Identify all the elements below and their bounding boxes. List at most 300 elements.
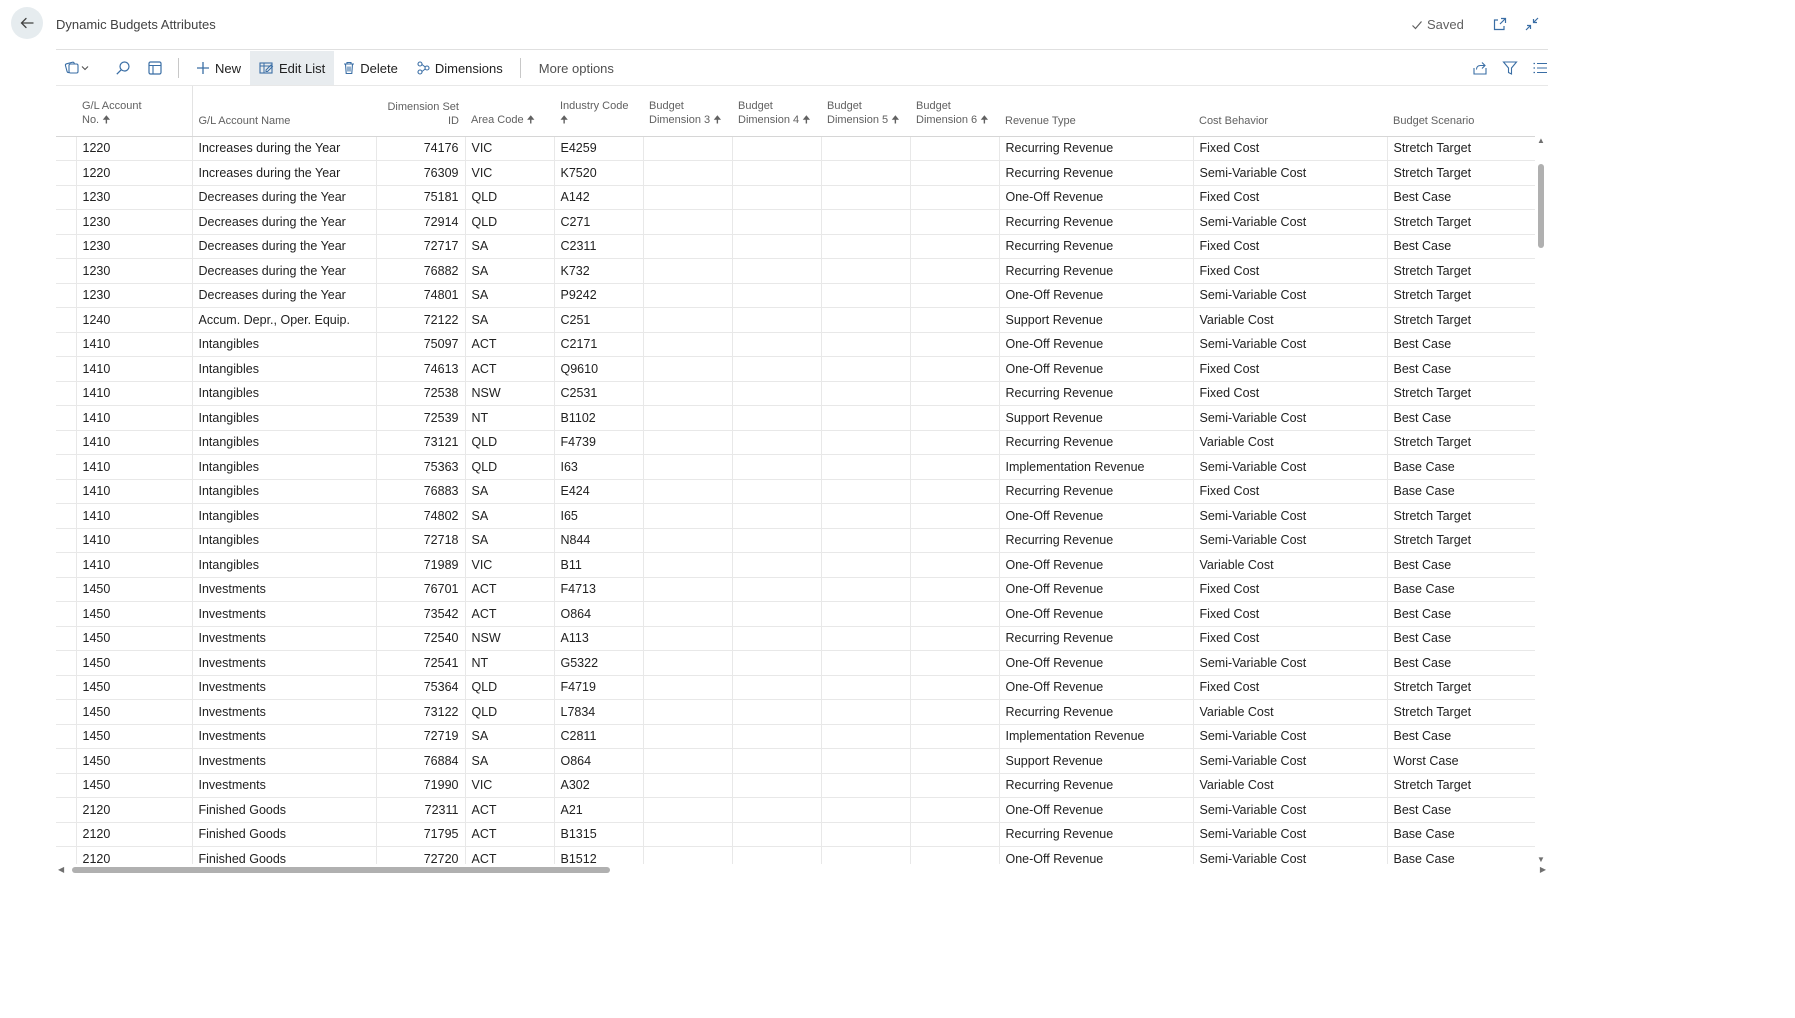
cell-industry-code[interactable]: I63: [554, 455, 643, 480]
cell-budget-dimension-6[interactable]: [910, 210, 999, 235]
cell-area-code[interactable]: SA: [465, 259, 554, 284]
column-header-budget-dimension-4[interactable]: Budget Dimension 4 🠉: [732, 86, 821, 136]
cell-budget-dimension-4[interactable]: [732, 308, 821, 333]
row-selector[interactable]: [56, 455, 76, 480]
cell-budget-dimension-6[interactable]: [910, 234, 999, 259]
cell-budget-dimension-5[interactable]: [821, 430, 910, 455]
cell-revenue-type[interactable]: One-Off Revenue: [999, 577, 1193, 602]
cell-account-name[interactable]: Intangibles: [192, 504, 376, 529]
column-header-cost-behavior[interactable]: Cost Behavior: [1193, 86, 1387, 136]
column-header-area-code[interactable]: Area Code 🠉: [465, 86, 554, 136]
cell-budget-dimension-3[interactable]: [643, 822, 732, 847]
cell-cost-behavior[interactable]: Variable Cost: [1193, 773, 1387, 798]
cell-industry-code[interactable]: K7520: [554, 161, 643, 186]
cell-account-name[interactable]: Decreases during the Year: [192, 283, 376, 308]
cell-area-code[interactable]: SA: [465, 724, 554, 749]
cell-budget-dimension-3[interactable]: [643, 675, 732, 700]
cell-account-no[interactable]: 2120: [76, 822, 192, 847]
filter-button[interactable]: [1502, 51, 1518, 85]
cell-account-name[interactable]: Intangibles: [192, 406, 376, 431]
cell-revenue-type[interactable]: Support Revenue: [999, 308, 1193, 333]
cell-cost-behavior[interactable]: Fixed Cost: [1193, 626, 1387, 651]
cell-budget-scenario[interactable]: Base Case: [1387, 847, 1535, 865]
cell-industry-code[interactable]: B1512: [554, 847, 643, 865]
cell-dim-set-id[interactable]: 71795: [376, 822, 465, 847]
cell-budget-dimension-5[interactable]: [821, 332, 910, 357]
cell-industry-code[interactable]: E4259: [554, 136, 643, 161]
table-row[interactable]: [56, 553, 1535, 578]
cell-cost-behavior[interactable]: Semi-Variable Cost: [1193, 651, 1387, 676]
row-selector[interactable]: [56, 136, 76, 161]
cell-budget-dimension-4[interactable]: [732, 626, 821, 651]
column-header-dim-set-id[interactable]: Dimension Set ID: [376, 86, 465, 136]
cell-budget-dimension-6[interactable]: [910, 283, 999, 308]
cell-cost-behavior[interactable]: Semi-Variable Cost: [1193, 798, 1387, 823]
cell-revenue-type[interactable]: One-Off Revenue: [999, 332, 1193, 357]
cell-account-name[interactable]: Investments: [192, 773, 376, 798]
cell-industry-code[interactable]: C251: [554, 308, 643, 333]
horizontal-scroll-thumb[interactable]: [72, 867, 610, 873]
table-row[interactable]: [56, 332, 1535, 357]
cell-account-name[interactable]: Intangibles: [192, 528, 376, 553]
row-selector[interactable]: [56, 504, 76, 529]
cell-account-no[interactable]: 1450: [76, 651, 192, 676]
cell-budget-dimension-4[interactable]: [732, 675, 821, 700]
cell-budget-dimension-4[interactable]: [732, 724, 821, 749]
cell-budget-scenario[interactable]: Best Case: [1387, 553, 1535, 578]
cell-budget-scenario[interactable]: Base Case: [1387, 479, 1535, 504]
cell-budget-dimension-4[interactable]: [732, 210, 821, 235]
cell-budget-scenario[interactable]: Stretch Target: [1387, 308, 1535, 333]
cell-industry-code[interactable]: L7834: [554, 700, 643, 725]
cell-account-no[interactable]: 1450: [76, 602, 192, 627]
row-selector[interactable]: [56, 381, 76, 406]
cell-area-code[interactable]: VIC: [465, 136, 554, 161]
table-row[interactable]: [56, 724, 1535, 749]
cell-budget-dimension-3[interactable]: [643, 210, 732, 235]
row-selector[interactable]: [56, 210, 76, 235]
cell-area-code[interactable]: SA: [465, 308, 554, 333]
table-row[interactable]: [56, 675, 1535, 700]
row-selector[interactable]: [56, 430, 76, 455]
table-row[interactable]: [56, 822, 1535, 847]
cell-budget-scenario[interactable]: Stretch Target: [1387, 136, 1535, 161]
cell-budget-dimension-5[interactable]: [821, 577, 910, 602]
cell-budget-dimension-4[interactable]: [732, 553, 821, 578]
cell-budget-dimension-6[interactable]: [910, 847, 999, 865]
cell-dim-set-id[interactable]: 73542: [376, 602, 465, 627]
cell-budget-scenario[interactable]: Base Case: [1387, 455, 1535, 480]
dimensions-button[interactable]: [407, 51, 512, 85]
cell-dim-set-id[interactable]: 74176: [376, 136, 465, 161]
cell-account-no[interactable]: 1410: [76, 479, 192, 504]
table-row[interactable]: [56, 651, 1535, 676]
cell-area-code[interactable]: NT: [465, 651, 554, 676]
cell-budget-dimension-5[interactable]: [821, 504, 910, 529]
scroll-down-icon[interactable]: ▼: [1537, 855, 1545, 864]
cell-budget-dimension-5[interactable]: [821, 259, 910, 284]
cell-cost-behavior[interactable]: Semi-Variable Cost: [1193, 406, 1387, 431]
cell-budget-dimension-4[interactable]: [732, 504, 821, 529]
cell-cost-behavior[interactable]: Fixed Cost: [1193, 577, 1387, 602]
cell-budget-scenario[interactable]: Stretch Target: [1387, 210, 1535, 235]
cell-budget-dimension-6[interactable]: [910, 161, 999, 186]
cell-budget-dimension-3[interactable]: [643, 406, 732, 431]
cell-dim-set-id[interactable]: 74613: [376, 357, 465, 382]
cell-area-code[interactable]: QLD: [465, 700, 554, 725]
table-row[interactable]: [56, 626, 1535, 651]
cell-budget-dimension-4[interactable]: [732, 430, 821, 455]
cell-account-name[interactable]: Investments: [192, 626, 376, 651]
cell-industry-code[interactable]: I65: [554, 504, 643, 529]
cell-account-no[interactable]: 1450: [76, 626, 192, 651]
cell-budget-scenario[interactable]: Best Case: [1387, 234, 1535, 259]
cell-account-name[interactable]: Intangibles: [192, 455, 376, 480]
scroll-left-icon[interactable]: ◀: [58, 865, 65, 874]
cell-area-code[interactable]: SA: [465, 479, 554, 504]
cell-account-name[interactable]: Decreases during the Year: [192, 234, 376, 259]
cell-area-code[interactable]: QLD: [465, 430, 554, 455]
cell-industry-code[interactable]: B11: [554, 553, 643, 578]
cell-budget-dimension-3[interactable]: [643, 553, 732, 578]
cell-budget-scenario[interactable]: Best Case: [1387, 651, 1535, 676]
cell-account-no[interactable]: 1410: [76, 528, 192, 553]
table-row[interactable]: [56, 308, 1535, 333]
cell-area-code[interactable]: SA: [465, 234, 554, 259]
cell-dim-set-id[interactable]: 74801: [376, 283, 465, 308]
cell-industry-code[interactable]: A113: [554, 626, 643, 651]
cell-area-code[interactable]: SA: [465, 283, 554, 308]
cell-budget-dimension-5[interactable]: [821, 479, 910, 504]
cell-budget-scenario[interactable]: Best Case: [1387, 602, 1535, 627]
cell-budget-dimension-3[interactable]: [643, 528, 732, 553]
cell-budget-dimension-6[interactable]: [910, 504, 999, 529]
cell-area-code[interactable]: QLD: [465, 455, 554, 480]
row-selector[interactable]: [56, 798, 76, 823]
cell-account-no[interactable]: 1230: [76, 234, 192, 259]
cell-dim-set-id[interactable]: 76883: [376, 479, 465, 504]
cell-dim-set-id[interactable]: 75181: [376, 185, 465, 210]
column-header-account-name[interactable]: G/L Account Name: [192, 86, 376, 136]
cell-budget-dimension-3[interactable]: [643, 724, 732, 749]
cell-dim-set-id[interactable]: 72719: [376, 724, 465, 749]
cell-revenue-type[interactable]: One-Off Revenue: [999, 798, 1193, 823]
cell-revenue-type[interactable]: Implementation Revenue: [999, 455, 1193, 480]
cell-account-no[interactable]: 1230: [76, 259, 192, 284]
cell-industry-code[interactable]: Q9610: [554, 357, 643, 382]
cell-budget-dimension-5[interactable]: [821, 773, 910, 798]
cell-budget-dimension-4[interactable]: [732, 577, 821, 602]
cell-account-no[interactable]: 1450: [76, 749, 192, 774]
cell-account-no[interactable]: 1410: [76, 504, 192, 529]
row-selector[interactable]: [56, 724, 76, 749]
cell-budget-scenario[interactable]: Stretch Target: [1387, 381, 1535, 406]
cell-area-code[interactable]: ACT: [465, 822, 554, 847]
cell-revenue-type[interactable]: Recurring Revenue: [999, 773, 1193, 798]
cell-budget-dimension-4[interactable]: [732, 455, 821, 480]
cell-cost-behavior[interactable]: Fixed Cost: [1193, 675, 1387, 700]
cell-area-code[interactable]: SA: [465, 504, 554, 529]
cell-account-no[interactable]: 1450: [76, 724, 192, 749]
table-row[interactable]: [56, 161, 1535, 186]
cell-budget-dimension-6[interactable]: [910, 626, 999, 651]
table-row[interactable]: [56, 700, 1535, 725]
cell-account-name[interactable]: Accum. Depr., Oper. Equip.: [192, 308, 376, 333]
table-row[interactable]: [56, 430, 1535, 455]
cell-budget-scenario[interactable]: Best Case: [1387, 626, 1535, 651]
cell-account-name[interactable]: Investments: [192, 651, 376, 676]
cell-budget-dimension-4[interactable]: [732, 479, 821, 504]
cell-dim-set-id[interactable]: 76309: [376, 161, 465, 186]
cell-revenue-type[interactable]: One-Off Revenue: [999, 847, 1193, 865]
cell-account-no[interactable]: 2120: [76, 798, 192, 823]
cell-budget-dimension-6[interactable]: [910, 332, 999, 357]
cell-budget-dimension-3[interactable]: [643, 749, 732, 774]
cell-budget-dimension-6[interactable]: [910, 430, 999, 455]
cell-area-code[interactable]: QLD: [465, 210, 554, 235]
cell-dim-set-id[interactable]: 71989: [376, 553, 465, 578]
column-header-budget-dimension-5[interactable]: Budget Dimension 5 🠉: [821, 86, 910, 136]
cell-budget-dimension-6[interactable]: [910, 822, 999, 847]
cell-budget-dimension-4[interactable]: [732, 381, 821, 406]
cell-budget-dimension-5[interactable]: [821, 749, 910, 774]
row-selector[interactable]: [56, 847, 76, 865]
cell-budget-scenario[interactable]: Stretch Target: [1387, 773, 1535, 798]
vertical-scrollbar[interactable]: [1535, 136, 1547, 864]
cell-account-name[interactable]: Investments: [192, 602, 376, 627]
cell-budget-dimension-5[interactable]: [821, 381, 910, 406]
cell-budget-dimension-4[interactable]: [732, 700, 821, 725]
cell-cost-behavior[interactable]: Semi-Variable Cost: [1193, 822, 1387, 847]
cell-account-no[interactable]: 1230: [76, 210, 192, 235]
cell-budget-dimension-6[interactable]: [910, 651, 999, 676]
cell-budget-dimension-4[interactable]: [732, 234, 821, 259]
cell-account-name[interactable]: Investments: [192, 724, 376, 749]
cell-account-name[interactable]: Investments: [192, 675, 376, 700]
column-header-account-no[interactable]: G/L Account No. 🠉: [76, 86, 192, 136]
cell-industry-code[interactable]: N844: [554, 528, 643, 553]
cell-budget-dimension-5[interactable]: [821, 602, 910, 627]
row-selector[interactable]: [56, 259, 76, 284]
table-row[interactable]: [56, 234, 1535, 259]
cell-cost-behavior[interactable]: Semi-Variable Cost: [1193, 528, 1387, 553]
cell-account-no[interactable]: 1230: [76, 283, 192, 308]
cell-budget-dimension-4[interactable]: [732, 651, 821, 676]
cell-cost-behavior[interactable]: Fixed Cost: [1193, 381, 1387, 406]
cell-account-no[interactable]: 1410: [76, 406, 192, 431]
cell-revenue-type[interactable]: One-Off Revenue: [999, 675, 1193, 700]
cell-revenue-type[interactable]: One-Off Revenue: [999, 283, 1193, 308]
cell-revenue-type[interactable]: One-Off Revenue: [999, 504, 1193, 529]
cell-budget-dimension-6[interactable]: [910, 798, 999, 823]
back-button[interactable]: [11, 7, 43, 39]
cell-cost-behavior[interactable]: Semi-Variable Cost: [1193, 283, 1387, 308]
cell-industry-code[interactable]: F4739: [554, 430, 643, 455]
cell-account-name[interactable]: Finished Goods: [192, 798, 376, 823]
cell-budget-dimension-5[interactable]: [821, 210, 910, 235]
cell-budget-dimension-5[interactable]: [821, 308, 910, 333]
cell-budget-scenario[interactable]: Best Case: [1387, 798, 1535, 823]
cell-account-no[interactable]: 1410: [76, 455, 192, 480]
analysis-mode-button[interactable]: [140, 51, 170, 85]
cell-account-name[interactable]: Decreases during the Year: [192, 259, 376, 284]
row-selector[interactable]: [56, 773, 76, 798]
table-row[interactable]: [56, 749, 1535, 774]
cell-budget-dimension-3[interactable]: [643, 455, 732, 480]
cell-cost-behavior[interactable]: Semi-Variable Cost: [1193, 749, 1387, 774]
row-selector[interactable]: [56, 675, 76, 700]
collapse-icon[interactable]: [1523, 15, 1541, 33]
cell-budget-dimension-5[interactable]: [821, 234, 910, 259]
cell-industry-code[interactable]: O864: [554, 749, 643, 774]
cell-revenue-type[interactable]: Recurring Revenue: [999, 161, 1193, 186]
cell-industry-code[interactable]: C2311: [554, 234, 643, 259]
cell-dim-set-id[interactable]: 72122: [376, 308, 465, 333]
cell-budget-dimension-3[interactable]: [643, 185, 732, 210]
cell-revenue-type[interactable]: Recurring Revenue: [999, 259, 1193, 284]
cell-budget-scenario[interactable]: Stretch Target: [1387, 259, 1535, 284]
cell-cost-behavior[interactable]: Fixed Cost: [1193, 185, 1387, 210]
table-row[interactable]: [56, 602, 1535, 627]
column-header-industry-code[interactable]: Industry Code 🠉: [554, 86, 643, 136]
cell-budget-dimension-6[interactable]: [910, 724, 999, 749]
cell-budget-dimension-6[interactable]: [910, 136, 999, 161]
cell-account-no[interactable]: 1410: [76, 332, 192, 357]
cell-dim-set-id[interactable]: 76882: [376, 259, 465, 284]
cell-area-code[interactable]: ACT: [465, 332, 554, 357]
cell-revenue-type[interactable]: Recurring Revenue: [999, 626, 1193, 651]
search-button[interactable]: [106, 51, 140, 85]
cell-revenue-type[interactable]: Recurring Revenue: [999, 381, 1193, 406]
cell-budget-dimension-4[interactable]: [732, 602, 821, 627]
cell-industry-code[interactable]: E424: [554, 479, 643, 504]
cell-account-no[interactable]: 1410: [76, 381, 192, 406]
cell-revenue-type[interactable]: One-Off Revenue: [999, 602, 1193, 627]
cell-cost-behavior[interactable]: Variable Cost: [1193, 553, 1387, 578]
cell-budget-dimension-4[interactable]: [732, 798, 821, 823]
cell-budget-dimension-5[interactable]: [821, 651, 910, 676]
cell-budget-scenario[interactable]: Worst Case: [1387, 749, 1535, 774]
cell-dim-set-id[interactable]: 72540: [376, 626, 465, 651]
cell-budget-dimension-4[interactable]: [732, 136, 821, 161]
cell-revenue-type[interactable]: Support Revenue: [999, 749, 1193, 774]
cell-budget-dimension-6[interactable]: [910, 749, 999, 774]
cell-budget-dimension-5[interactable]: [821, 185, 910, 210]
cell-industry-code[interactable]: B1102: [554, 406, 643, 431]
delete-button[interactable]: [334, 51, 407, 85]
cell-account-no[interactable]: 1410: [76, 430, 192, 455]
cell-cost-behavior[interactable]: Fixed Cost: [1193, 602, 1387, 627]
cell-dim-set-id[interactable]: 72914: [376, 210, 465, 235]
cell-budget-scenario[interactable]: Stretch Target: [1387, 700, 1535, 725]
cell-account-no[interactable]: 1410: [76, 553, 192, 578]
open-new-window-icon[interactable]: [1491, 15, 1509, 33]
cell-budget-dimension-3[interactable]: [643, 283, 732, 308]
new-button[interactable]: [187, 51, 250, 85]
cell-budget-dimension-4[interactable]: [732, 161, 821, 186]
cell-budget-dimension-5[interactable]: [821, 455, 910, 480]
cell-industry-code[interactable]: F4719: [554, 675, 643, 700]
cell-dim-set-id[interactable]: 75364: [376, 675, 465, 700]
cell-account-name[interactable]: Intangibles: [192, 381, 376, 406]
cell-account-name[interactable]: Decreases during the Year: [192, 185, 376, 210]
cell-budget-dimension-5[interactable]: [821, 847, 910, 865]
cell-dim-set-id[interactable]: 72539: [376, 406, 465, 431]
cell-industry-code[interactable]: B1315: [554, 822, 643, 847]
cell-budget-dimension-3[interactable]: [643, 700, 732, 725]
cell-budget-dimension-4[interactable]: [732, 185, 821, 210]
cell-budget-dimension-5[interactable]: [821, 700, 910, 725]
cell-budget-scenario[interactable]: Best Case: [1387, 185, 1535, 210]
cell-dim-set-id[interactable]: 72717: [376, 234, 465, 259]
cell-account-name[interactable]: Intangibles: [192, 430, 376, 455]
cell-budget-dimension-4[interactable]: [732, 749, 821, 774]
cell-account-name[interactable]: Intangibles: [192, 479, 376, 504]
cell-area-code[interactable]: ACT: [465, 357, 554, 382]
cell-account-name[interactable]: Intangibles: [192, 357, 376, 382]
column-header-budget-scenario[interactable]: Budget Scenario: [1387, 86, 1535, 136]
cell-budget-dimension-3[interactable]: [643, 357, 732, 382]
cell-budget-dimension-6[interactable]: [910, 381, 999, 406]
horizontal-scrollbar[interactable]: [56, 864, 1548, 876]
cell-account-name[interactable]: Decreases during the Year: [192, 210, 376, 235]
cell-budget-dimension-3[interactable]: [643, 136, 732, 161]
cell-budget-dimension-6[interactable]: [910, 357, 999, 382]
cell-area-code[interactable]: VIC: [465, 773, 554, 798]
row-selector[interactable]: [56, 651, 76, 676]
row-selector[interactable]: [56, 749, 76, 774]
cell-revenue-type[interactable]: Recurring Revenue: [999, 430, 1193, 455]
cell-industry-code[interactable]: F4713: [554, 577, 643, 602]
cell-budget-dimension-5[interactable]: [821, 724, 910, 749]
cell-cost-behavior[interactable]: Semi-Variable Cost: [1193, 455, 1387, 480]
table-row[interactable]: [56, 528, 1535, 553]
row-selector[interactable]: [56, 332, 76, 357]
cell-budget-scenario[interactable]: Base Case: [1387, 577, 1535, 602]
cell-dim-set-id[interactable]: 74802: [376, 504, 465, 529]
cell-budget-dimension-3[interactable]: [643, 651, 732, 676]
cell-account-no[interactable]: 1450: [76, 773, 192, 798]
cell-budget-dimension-3[interactable]: [643, 773, 732, 798]
row-selector[interactable]: [56, 602, 76, 627]
cell-budget-dimension-3[interactable]: [643, 577, 732, 602]
column-header-revenue-type[interactable]: Revenue Type: [999, 86, 1193, 136]
cell-revenue-type[interactable]: One-Off Revenue: [999, 651, 1193, 676]
table-row[interactable]: [56, 136, 1535, 161]
cell-revenue-type[interactable]: Recurring Revenue: [999, 210, 1193, 235]
cell-dim-set-id[interactable]: 76884: [376, 749, 465, 774]
cell-budget-scenario[interactable]: Stretch Target: [1387, 161, 1535, 186]
cell-revenue-type[interactable]: Implementation Revenue: [999, 724, 1193, 749]
row-selector[interactable]: [56, 528, 76, 553]
cell-budget-dimension-5[interactable]: [821, 406, 910, 431]
cell-budget-dimension-5[interactable]: [821, 161, 910, 186]
cell-area-code[interactable]: ACT: [465, 798, 554, 823]
edit-list-button[interactable]: [250, 51, 334, 85]
cell-account-name[interactable]: Intangibles: [192, 332, 376, 357]
cell-area-code[interactable]: ACT: [465, 847, 554, 865]
cell-cost-behavior[interactable]: Variable Cost: [1193, 308, 1387, 333]
cell-cost-behavior[interactable]: Semi-Variable Cost: [1193, 161, 1387, 186]
cell-cost-behavior[interactable]: Fixed Cost: [1193, 357, 1387, 382]
cell-budget-scenario[interactable]: Stretch Target: [1387, 283, 1535, 308]
cell-dim-set-id[interactable]: 73121: [376, 430, 465, 455]
cell-dim-set-id[interactable]: 72541: [376, 651, 465, 676]
cell-area-code[interactable]: QLD: [465, 675, 554, 700]
cell-budget-dimension-4[interactable]: [732, 283, 821, 308]
cell-industry-code[interactable]: P9242: [554, 283, 643, 308]
cell-cost-behavior[interactable]: Fixed Cost: [1193, 479, 1387, 504]
